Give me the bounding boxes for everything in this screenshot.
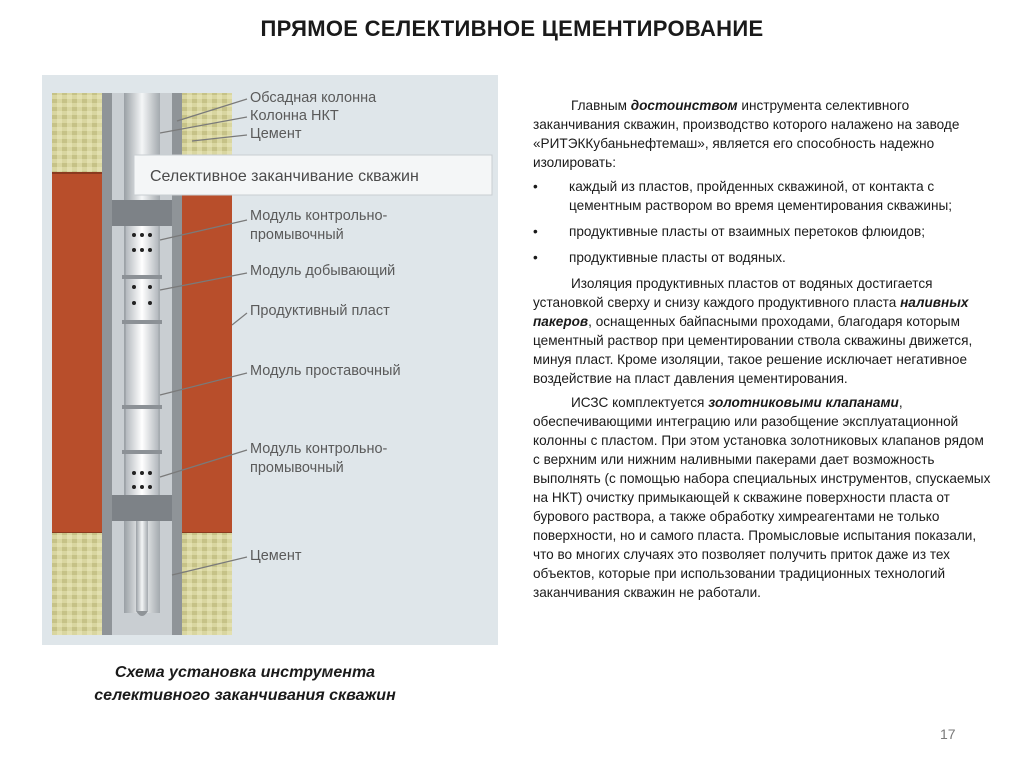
- list-item: • каждый из пластов, пройденных скважиной, от контакта с цементным раствором во время цементирования скважины;: [533, 179, 953, 213]
- bullet-icon: •: [533, 224, 538, 239]
- tubing-tail: [136, 521, 148, 611]
- module-string: [126, 226, 158, 495]
- label-productive-layer: Продуктивный пласт: [250, 303, 390, 319]
- label-producing-module: Модуль добывающий: [250, 263, 396, 279]
- intro-paragraph: Главным достоинством инструмента селективного заканчивания скважин, производство которого налажено на заводе «РИТЭККубаньнефтемаш», является его способность надежно изолировать:: [533, 98, 960, 170]
- list-item: • продуктивные пласты от взаимных перетоков флюидов;: [533, 224, 925, 239]
- highlight-packers: наливных пакеров: [533, 295, 969, 329]
- highlight-advantage: достоинством: [630, 98, 738, 113]
- well-completion-diagram: [42, 75, 498, 645]
- label-tubing: Колонна НКТ: [250, 108, 339, 124]
- body-text: [533, 96, 993, 607]
- caption-line-1: Схема установка инструмента: [114, 664, 376, 681]
- packer-bottom: [112, 495, 172, 521]
- label-cement-top: Цемент: [250, 126, 302, 142]
- label-cement-bottom: Цемент: [250, 548, 302, 564]
- page-number: 17: [940, 726, 956, 742]
- banner-text: Селективное заканчивание скважин: [150, 168, 419, 185]
- casing-wall-left: [102, 93, 112, 635]
- list-item: • продуктивные пласты от водяных.: [533, 250, 786, 265]
- label-casing: Обсадная колонна: [250, 90, 377, 106]
- label-flush-module-bottom-2: промывочный: [250, 460, 344, 476]
- label-spacer-module: Модуль проставочный: [250, 363, 401, 379]
- valves-paragraph: ИСЗС комплектуется золотниковыми клапанами, обеспечивающими интеграцию или разобщение эксплуатационной колонны с пластом. При этом установка золотниковых клапанов рядом с верхним или нижним наливными пакерами дает возможность выполнять (с помощью набора специальных инструментов, спускаемых на НКТ) очистку примыкающей к скважине поверхности пласта от бурового раствора, а также обработку химреагентами не только поверхности, но и самого пласта. Промысловые испытания показали, что во многих случаях это позволяет получить приток даже из тех объектов, которые при использовании традиционных технологий заканчивания скважин не работали.: [533, 395, 991, 600]
- diagram-caption: [55, 661, 435, 707]
- label-flush-module-top-1: Модуль контрольно-: [250, 208, 388, 224]
- label-flush-module-top-2: промывочный: [250, 227, 344, 243]
- well-diagram-svg: [42, 75, 498, 645]
- caption-line-2: селективного заканчивания скважин: [94, 687, 396, 704]
- packer-top: [112, 200, 172, 226]
- isolation-list: [533, 177, 993, 267]
- slide-title: ПРЯМОЕ СЕЛЕКТИВНОЕ ЦЕМЕНТИРОВАНИЕ: [260, 16, 764, 41]
- packers-paragraph: Изоляция продуктивных пластов от водяных достигается установкой сверху и снизу каждого продуктивного пласта наливных пакеров, оснащенных байпасными проходами, благодаря которым цементный раствор при цементировании ствола скважины движется, минуя пласт. Кроме изоляции, такое решение исключает негативное воздействие на пласт давления цементирования.: [533, 276, 973, 386]
- highlight-valves: золотниковыми клапанами: [708, 395, 899, 410]
- bullet-icon: •: [533, 250, 538, 265]
- bullet-icon: •: [533, 179, 538, 194]
- label-flush-module-bottom-1: Модуль контрольно-: [250, 441, 388, 457]
